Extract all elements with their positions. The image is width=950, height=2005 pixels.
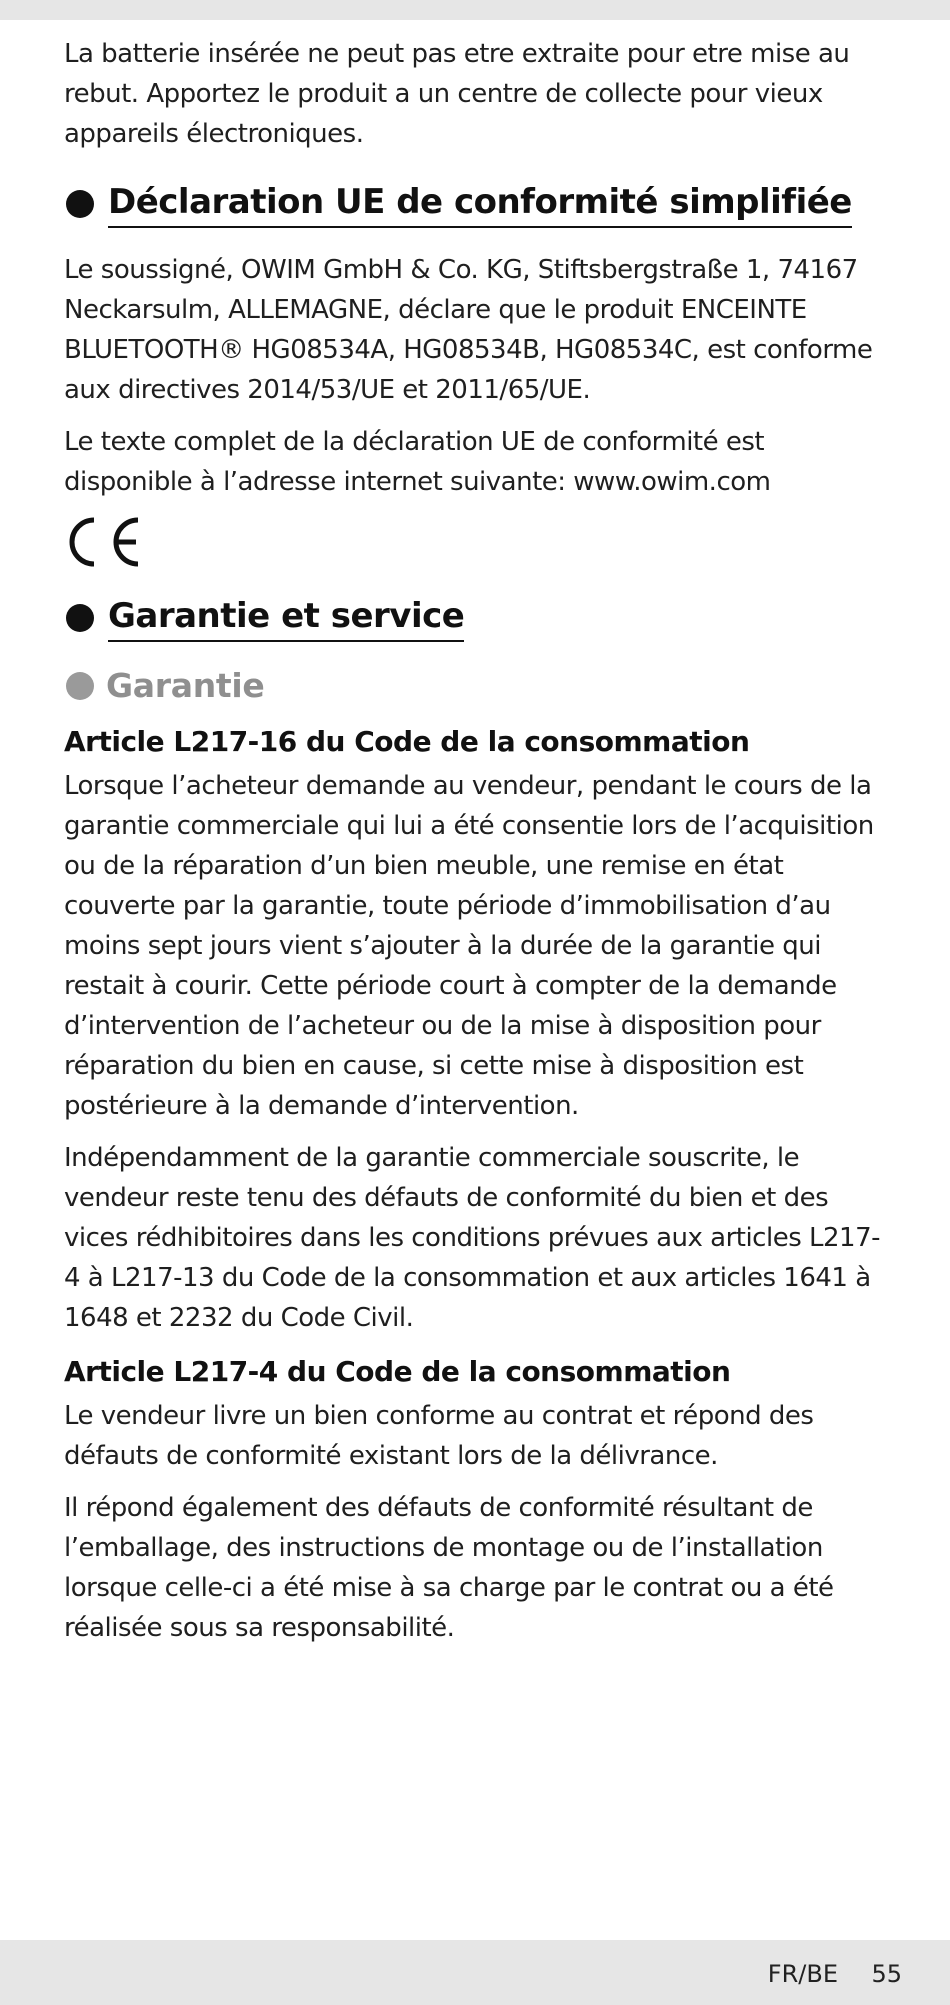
- article-l217-16-paragraph-1: Lorsque l’acheteur demande au vendeur, pendant le cours de la garantie commerciale qui lui a été consentie lors de l’acquisition ou de la réparation d’un bien meuble, une remise en état couverte par la garantie, toute période d’immobilisation d’au moins sept jours vient s’ajouter à la durée de la garantie qui restait à courir. Cette période court à compter de la demande d’intervention de l’acheteur ou de la mise à disposition pour réparation du bien en cause, si cette mise à disposition est postérieure à la demande d’intervention.: [64, 771, 874, 1121]
- article-l217-4-paragraph-2: Il répond également des défauts de conformité résultant de l’emballage, des instructions de montage ou de l’installation lorsque celle-ci a été mise à sa charge par le contrat ou a été réalisée sous sa responsabilité.: [64, 1493, 834, 1643]
- article-l217-16-paragraph-2: Indépendamment de la garantie commerciale souscrite, le vendeur reste tenu des défauts de conformité du bien et des vices rédhibitoires dans les conditions prévues aux articles L217-4 à L217-13 du Code de la consommation et aux articles 1641 à 1648 et 2232 du Code Civil.: [64, 1143, 880, 1333]
- bullet-icon: [66, 604, 94, 632]
- warranty-subheading: [64, 664, 894, 708]
- article-l217-4-title: Article L217-4 du Code de la consommation: [64, 1355, 731, 1388]
- page-footer: [0, 1940, 950, 2005]
- warranty-subheading-text: Garantie: [106, 666, 265, 705]
- warranty-service-heading-text: Garantie et service: [108, 594, 464, 642]
- warranty-service-heading: [64, 594, 894, 642]
- declaration-paragraph: Le soussigné, OWIM GmbH & Co. KG, Stiftsbergstraße 1, 74167 Neckarsulm, ALLEMAGNE, déclare que le produit ENCEINTE BLUETOOTH® HG08534A, HG08534B, HG08534C, est conforme aux directives 2014/53/UE et 2011/65/UE.: [64, 255, 873, 405]
- page-number: 55: [871, 1960, 902, 1988]
- footer-language-code: FR/BE: [767, 1960, 838, 1988]
- grey-bullet-icon: [66, 672, 94, 700]
- declaration-heading: [64, 180, 894, 228]
- bullet-icon: [66, 190, 94, 218]
- article-l217-16-title: Article L217-16 du Code de la consommation: [64, 725, 750, 758]
- article-l217-4-paragraph-1: Le vendeur livre un bien conforme au contrat et répond des défauts de conformité existant lors de la délivrance.: [64, 1401, 814, 1471]
- battery-disposal-paragraph: La batterie insérée ne peut pas etre extraite pour etre mise au rebut. Apportez le produit a un centre de collecte pour vieux appareils électroniques.: [64, 39, 850, 149]
- top-bar: [0, 0, 950, 20]
- page-content: [64, 34, 894, 1660]
- declaration-heading-text: Déclaration UE de conformité simplifiée: [108, 180, 852, 228]
- ce-mark-icon: [64, 514, 144, 570]
- declaration-url-paragraph: Le texte complet de la déclaration UE de conformité est disponible à l’adresse internet suivante: www.owim.com: [64, 427, 771, 497]
